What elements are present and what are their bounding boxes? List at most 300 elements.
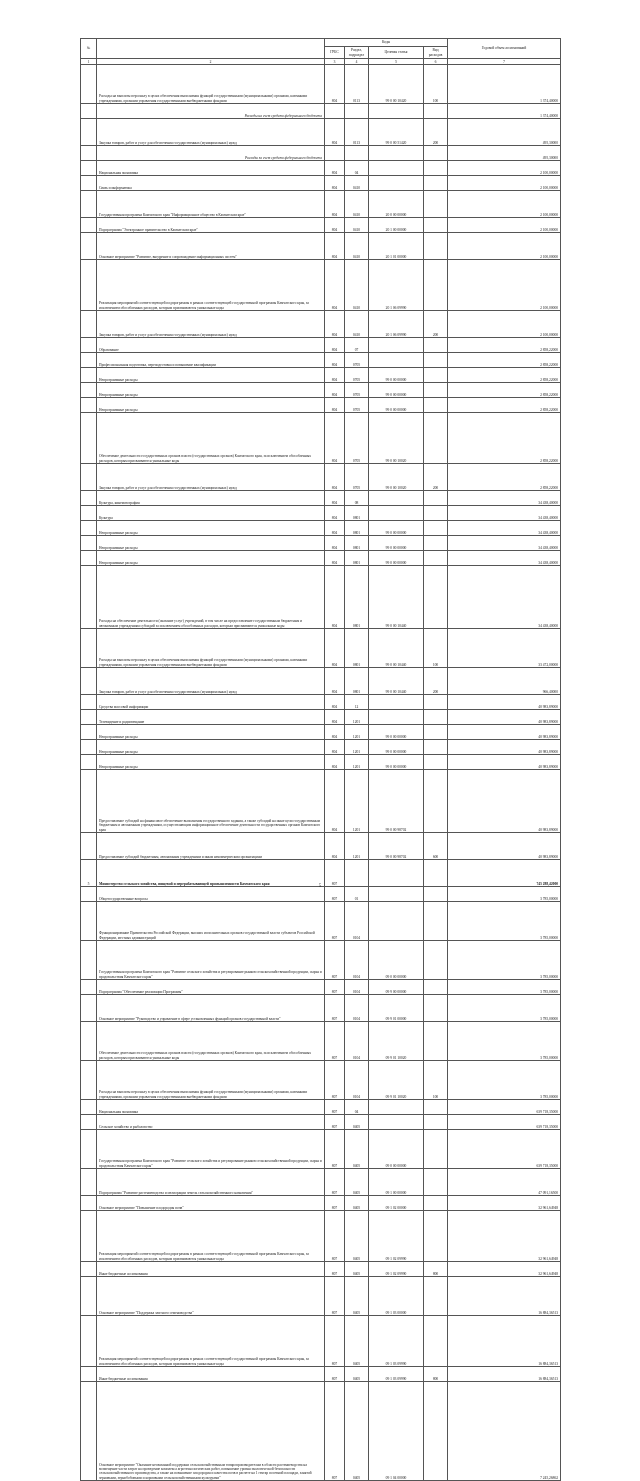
row-name: Закупка товаров, работ и услуг для обеспечения государственных (муниципальных) нужд bbox=[97, 668, 325, 695]
table-row bbox=[81, 995, 561, 1022]
row-name: Непрограммные расходы bbox=[97, 521, 325, 536]
row-vr bbox=[424, 941, 448, 980]
row-amount: 33 472,00000 bbox=[448, 629, 561, 668]
row-razdel: 1201 bbox=[345, 755, 369, 770]
row-number bbox=[81, 491, 97, 506]
row-razdel: 1201 bbox=[345, 710, 369, 725]
row-amount: 2 100,00000 bbox=[448, 233, 561, 260]
row-number bbox=[81, 1382, 97, 1481]
table-row bbox=[81, 1211, 561, 1262]
col-razdel-header: Раздел, подраздел bbox=[345, 47, 369, 59]
table-row bbox=[81, 740, 561, 755]
row-name: Закупка товаров, работ и услуг для обеспечения государственных (муниципальных) нужд bbox=[97, 119, 325, 146]
row-vr bbox=[424, 146, 448, 161]
table-row bbox=[81, 383, 561, 398]
row-name: Непрограммные расходы bbox=[97, 755, 325, 770]
row-csr bbox=[369, 104, 424, 119]
table-row bbox=[81, 161, 561, 176]
row-number bbox=[81, 1022, 97, 1061]
row-amount: 40 983,89000 bbox=[448, 770, 561, 833]
row-grbs: 804 bbox=[325, 191, 345, 218]
row-grbs: 804 bbox=[325, 833, 345, 860]
row-csr bbox=[369, 491, 424, 506]
row-csr: 99 0 00 00000 bbox=[369, 383, 424, 398]
row-amount: 2 858,22000 bbox=[448, 368, 561, 383]
table-row bbox=[81, 668, 561, 695]
row-razdel: 1201 bbox=[345, 725, 369, 740]
row-number bbox=[81, 740, 97, 755]
table-row bbox=[81, 464, 561, 491]
row-name: Телевидение и радиовещание bbox=[97, 710, 325, 725]
table-row bbox=[81, 833, 561, 860]
row-razdel: 0405 bbox=[345, 1115, 369, 1130]
table-row bbox=[81, 1100, 561, 1115]
table-row bbox=[81, 398, 561, 413]
row-number bbox=[81, 1169, 97, 1196]
row-amount: 639 718,35000 bbox=[448, 1100, 561, 1115]
row-grbs: 804 bbox=[325, 770, 345, 833]
table-row bbox=[81, 1169, 561, 1196]
row-name: Функционирование Правительства Российской Федерации, высших исполнительных органов государственной власти субъектов Российской Федерации, местных администраций bbox=[97, 902, 325, 941]
row-grbs: 807 bbox=[325, 902, 345, 941]
row-grbs: 804 bbox=[325, 740, 345, 755]
row-vr bbox=[424, 233, 448, 260]
row-grbs: 804 bbox=[325, 65, 345, 104]
row-vr bbox=[424, 413, 448, 464]
row-vr bbox=[424, 755, 448, 770]
row-csr: 99 0 00 00000 bbox=[369, 551, 424, 566]
row-number bbox=[81, 629, 97, 668]
row-number bbox=[81, 260, 97, 311]
row-vr bbox=[424, 1196, 448, 1211]
row-csr: 09 9 01 10020 bbox=[369, 1022, 424, 1061]
row-grbs: 807 bbox=[325, 1367, 345, 1382]
row-number bbox=[81, 311, 97, 338]
row-csr bbox=[369, 338, 424, 353]
row-amount: 34 438,40000 bbox=[448, 551, 561, 566]
row-csr: 99 0 00 10020 bbox=[369, 413, 424, 464]
row-vr bbox=[424, 104, 448, 119]
row-razdel bbox=[345, 104, 369, 119]
row-grbs: 804 bbox=[325, 551, 345, 566]
row-razdel: 1201 bbox=[345, 770, 369, 833]
row-grbs: 807 bbox=[325, 1100, 345, 1115]
row-amount: 2 858,22000 bbox=[448, 464, 561, 491]
row-vr bbox=[424, 353, 448, 368]
row-csr: 09 0 00 00000 bbox=[369, 1130, 424, 1169]
row-name: Государственная программа Камчатского края "Развитие сельского хозяйства и регулирование рынков сельскохозяйственной продукции, сырья и продовольствия Камчатского края" bbox=[97, 941, 325, 980]
row-grbs: 804 bbox=[325, 506, 345, 521]
row-razdel: 0705 bbox=[345, 464, 369, 491]
row-grbs: 804 bbox=[325, 383, 345, 398]
table-row bbox=[81, 1367, 561, 1382]
row-number bbox=[81, 1262, 97, 1277]
column-index: 5 bbox=[369, 59, 424, 65]
row-number bbox=[81, 1277, 97, 1316]
row-vr: 800 bbox=[424, 1262, 448, 1277]
row-name: Государственная программа Камчатского края "Информационное общество в Камчатском крае" bbox=[97, 191, 325, 218]
row-amount: 2 100,00000 bbox=[448, 311, 561, 338]
row-grbs: 804 bbox=[325, 521, 345, 536]
row-vr bbox=[424, 566, 448, 629]
page-number: 5 bbox=[318, 884, 322, 889]
row-csr: 99 0 00 10440 bbox=[369, 668, 424, 695]
row-number: 5 bbox=[81, 860, 97, 887]
row-grbs: 804 bbox=[325, 710, 345, 725]
row-csr: 09 1 02 09990 bbox=[369, 1211, 424, 1262]
row-number bbox=[81, 218, 97, 233]
table-row bbox=[81, 1382, 561, 1481]
row-vr bbox=[424, 695, 448, 710]
col-num-header: № bbox=[81, 39, 97, 59]
row-grbs: 807 bbox=[325, 887, 345, 902]
row-amount: 3 785,00000 bbox=[448, 887, 561, 902]
row-number bbox=[81, 161, 97, 176]
row-razdel: 0705 bbox=[345, 353, 369, 368]
budget-table bbox=[80, 38, 561, 1481]
row-razdel: 1201 bbox=[345, 833, 369, 860]
row-razdel: 0104 bbox=[345, 995, 369, 1022]
row-number bbox=[81, 1061, 97, 1100]
row-vr bbox=[424, 1115, 448, 1130]
row-csr: 99 0 00 10440 bbox=[369, 629, 424, 668]
table-row bbox=[81, 338, 561, 353]
row-csr: 09 0 00 00000 bbox=[369, 941, 424, 980]
row-razdel: 0405 bbox=[345, 1211, 369, 1262]
row-razdel: 0405 bbox=[345, 1130, 369, 1169]
row-razdel: 0801 bbox=[345, 566, 369, 629]
row-number bbox=[81, 551, 97, 566]
table-row bbox=[81, 65, 561, 104]
row-grbs: 807 bbox=[325, 1022, 345, 1061]
row-name: Реализация мероприятий соответствующей подпрограммы в рамках соответствующей государственной программы Камчатского края, за исключением обособленных расходов, которым присваиваются уникальные коды bbox=[97, 1316, 325, 1367]
row-razdel: 07 bbox=[345, 338, 369, 353]
row-vr bbox=[424, 740, 448, 755]
row-vr: 600 bbox=[424, 833, 448, 860]
row-grbs: 804 bbox=[325, 668, 345, 695]
row-name: Непрограммные расходы bbox=[97, 725, 325, 740]
row-csr: 99 0 00 00000 bbox=[369, 398, 424, 413]
table-row bbox=[81, 980, 561, 995]
row-csr bbox=[369, 506, 424, 521]
row-csr: 99 0 00 10420 bbox=[369, 65, 424, 104]
row-csr: 09 9 00 00000 bbox=[369, 980, 424, 995]
row-name: Образование bbox=[97, 338, 325, 353]
col-codes-header: Коды bbox=[325, 39, 448, 47]
row-number bbox=[81, 506, 97, 521]
row-razdel: 0801 bbox=[345, 629, 369, 668]
row-grbs: 804 bbox=[325, 368, 345, 383]
table-row bbox=[81, 695, 561, 710]
row-vr bbox=[424, 980, 448, 995]
row-vr bbox=[424, 770, 448, 833]
table-row bbox=[81, 233, 561, 260]
row-number bbox=[81, 1100, 97, 1115]
row-razdel: 0113 bbox=[345, 65, 369, 104]
row-csr: 09 1 00 00000 bbox=[369, 1169, 424, 1196]
row-name: Профессиональная подготовка, переподготовка и повышение квалификации bbox=[97, 353, 325, 368]
row-razdel: 1201 bbox=[345, 740, 369, 755]
row-number bbox=[81, 1316, 97, 1367]
col-name-header bbox=[97, 39, 325, 59]
row-razdel: 0113 bbox=[345, 119, 369, 146]
row-name: Непрограммные расходы bbox=[97, 368, 325, 383]
row-number bbox=[81, 695, 97, 710]
row-csr: 20 1 01 00000 bbox=[369, 233, 424, 260]
row-razdel: 0705 bbox=[345, 368, 369, 383]
row-amount: 40 983,89000 bbox=[448, 695, 561, 710]
row-vr: 200 bbox=[424, 119, 448, 146]
row-razdel: 0410 bbox=[345, 176, 369, 191]
row-amount: 16 884,36513 bbox=[448, 1316, 561, 1367]
row-name: Расходы на выплаты персоналу в целях обеспечения выполнения функций государственными (муниципальными) органами, казенными учреждениями, органами управления государственными внебюджетными фондами bbox=[97, 65, 325, 104]
table-row bbox=[81, 260, 561, 311]
row-grbs: 804 bbox=[325, 119, 345, 146]
row-vr bbox=[424, 1277, 448, 1316]
row-number bbox=[81, 536, 97, 551]
table-row bbox=[81, 146, 561, 161]
row-grbs: 804 bbox=[325, 725, 345, 740]
table-row bbox=[81, 191, 561, 218]
row-name: Расходы на выплаты персоналу в целях обеспечения выполнения функций государственными (муниципальными) органами, казенными учреждениями, органами управления государственными внебюджетными фондами bbox=[97, 1061, 325, 1100]
row-vr bbox=[424, 860, 448, 887]
row-csr: 99 0 00 98702 bbox=[369, 833, 424, 860]
row-amount: 34 438,40000 bbox=[448, 491, 561, 506]
row-vr bbox=[424, 191, 448, 218]
row-razdel: 0705 bbox=[345, 413, 369, 464]
row-razdel: 0405 bbox=[345, 1316, 369, 1367]
table-row bbox=[81, 536, 561, 551]
row-name: Расходы за счет средств федерального бюджета bbox=[97, 146, 325, 161]
row-name: Министерство сельского хозяйства, пищевой и перерабатывающей промышленности Камчатского края bbox=[97, 860, 325, 887]
row-amount: 2 858,22000 bbox=[448, 383, 561, 398]
row-vr bbox=[424, 1022, 448, 1061]
budget-table-sheet bbox=[80, 38, 560, 1481]
row-csr: 20 1 06 09990 bbox=[369, 260, 424, 311]
row-grbs: 804 bbox=[325, 260, 345, 311]
row-vr: 100 bbox=[424, 629, 448, 668]
row-vr bbox=[424, 1382, 448, 1481]
row-amount: 40 983,89000 bbox=[448, 740, 561, 755]
table-row bbox=[81, 491, 561, 506]
row-amount: 2 100,00000 bbox=[448, 260, 561, 311]
row-name: Обеспечение деятельности государственных органов власти (государственных органов) Камчатского края, за исключением обособленных расходов, которым присваиваются уникальные коды bbox=[97, 1022, 325, 1061]
row-name: Расходы на счет средств федерального бюджета bbox=[97, 104, 325, 119]
row-amount: 3 785,00000 bbox=[448, 980, 561, 995]
row-name: Культура, кинематография bbox=[97, 491, 325, 506]
row-razdel: 12 bbox=[345, 695, 369, 710]
row-csr: 09 9 01 10020 bbox=[369, 1061, 424, 1100]
row-amount: 32 961,64948 bbox=[448, 1196, 561, 1211]
row-csr: 99 0 00 51420 bbox=[369, 119, 424, 146]
row-amount: 639 718,35000 bbox=[448, 1130, 561, 1169]
row-grbs: 807 bbox=[325, 1061, 345, 1100]
row-grbs: 804 bbox=[325, 629, 345, 668]
row-vr bbox=[424, 551, 448, 566]
row-number bbox=[81, 521, 97, 536]
row-grbs: 804 bbox=[325, 338, 345, 353]
row-razdel: 0410 bbox=[345, 233, 369, 260]
row-number bbox=[81, 1367, 97, 1382]
row-amount: 3 785,00000 bbox=[448, 995, 561, 1022]
row-number bbox=[81, 995, 97, 1022]
row-amount: 7 245,26862 bbox=[448, 1382, 561, 1481]
row-number bbox=[81, 941, 97, 980]
row-vr: 100 bbox=[424, 65, 448, 104]
row-grbs: 804 bbox=[325, 398, 345, 413]
row-csr: 09 1 02 00000 bbox=[369, 1196, 424, 1211]
row-amount: 34 438,40000 bbox=[448, 536, 561, 551]
row-amount: 34 438,40000 bbox=[448, 566, 561, 629]
row-csr: 99 0 00 98702 bbox=[369, 770, 424, 833]
row-amount: 1 374,40000 bbox=[448, 104, 561, 119]
row-vr: 200 bbox=[424, 311, 448, 338]
row-grbs: 807 bbox=[325, 1277, 345, 1316]
row-number bbox=[81, 413, 97, 464]
table-row bbox=[81, 551, 561, 566]
row-number bbox=[81, 368, 97, 383]
row-vr bbox=[424, 398, 448, 413]
row-grbs: 804 bbox=[325, 161, 345, 176]
table-row bbox=[81, 104, 561, 119]
row-vr: 800 bbox=[424, 1367, 448, 1382]
row-amount: 2 100,00000 bbox=[448, 161, 561, 176]
row-number bbox=[81, 980, 97, 995]
table-row bbox=[81, 506, 561, 521]
row-grbs: 807 bbox=[325, 1169, 345, 1196]
column-index: 6 bbox=[424, 59, 448, 65]
row-razdel: 0801 bbox=[345, 536, 369, 551]
row-name: Реализация мероприятий соответствующей подпрограммы в рамках соответствующей государственной программы Камчатского края, за исключением обособленных расходов, которым присваиваются уникальные коды bbox=[97, 260, 325, 311]
row-number bbox=[81, 176, 97, 191]
row-number bbox=[81, 383, 97, 398]
row-csr: 20 1 06 09990 bbox=[369, 311, 424, 338]
row-csr bbox=[369, 902, 424, 941]
row-csr bbox=[369, 695, 424, 710]
row-csr: 99 0 00 00000 bbox=[369, 740, 424, 755]
row-razdel: 0104 bbox=[345, 980, 369, 995]
row-csr: 99 0 00 00000 bbox=[369, 536, 424, 551]
row-name: Закупка товаров, работ и услуг для обеспечения государственных (муниципальных) нужд bbox=[97, 311, 325, 338]
table-row bbox=[81, 1277, 561, 1316]
row-vr bbox=[424, 1316, 448, 1367]
row-vr: 100 bbox=[424, 1061, 448, 1100]
row-vr bbox=[424, 218, 448, 233]
row-csr bbox=[369, 353, 424, 368]
row-csr bbox=[369, 176, 424, 191]
table-row bbox=[81, 311, 561, 338]
row-csr: 99 0 00 10440 bbox=[369, 566, 424, 629]
row-name: Государственная программа Камчатского края "Развитие сельского хозяйства и регулирование рынков сельскохозяйственной продукции, сырья и продовольствия Камчатского края" bbox=[97, 1130, 325, 1169]
row-number bbox=[81, 710, 97, 725]
row-grbs: 804 bbox=[325, 755, 345, 770]
row-name: Непрограммные расходы bbox=[97, 551, 325, 566]
row-name: Иные бюджетные ассигнования bbox=[97, 1367, 325, 1382]
row-amount: 2 858,22000 bbox=[448, 398, 561, 413]
row-razdel: 01 bbox=[345, 887, 369, 902]
row-razdel: 0104 bbox=[345, 1022, 369, 1061]
row-vr bbox=[424, 338, 448, 353]
row-vr bbox=[424, 710, 448, 725]
row-amount: 1 374,40000 bbox=[448, 65, 561, 104]
row-razdel: 0410 bbox=[345, 218, 369, 233]
table-row bbox=[81, 413, 561, 464]
row-razdel bbox=[345, 860, 369, 887]
row-name: Общегосударственные вопросы bbox=[97, 887, 325, 902]
row-razdel: 0410 bbox=[345, 311, 369, 338]
row-number bbox=[81, 902, 97, 941]
row-name: Сельское хозяйство и рыболовство bbox=[97, 1115, 325, 1130]
row-amount: 32 961,64948 bbox=[448, 1262, 561, 1277]
row-razdel: 08 bbox=[345, 491, 369, 506]
row-vr bbox=[424, 902, 448, 941]
table-row bbox=[81, 941, 561, 980]
row-csr: 99 0 00 00000 bbox=[369, 725, 424, 740]
row-grbs: 807 bbox=[325, 941, 345, 980]
row-razdel bbox=[345, 146, 369, 161]
col-grbs-header: ГРБС bbox=[325, 47, 345, 59]
row-csr: 99 0 00 00000 bbox=[369, 368, 424, 383]
row-grbs: 807 bbox=[325, 980, 345, 995]
row-vr bbox=[424, 1211, 448, 1262]
row-vr bbox=[424, 1169, 448, 1196]
row-razdel: 0410 bbox=[345, 260, 369, 311]
row-grbs: 807 bbox=[325, 1130, 345, 1169]
row-amount: 966,40000 bbox=[448, 668, 561, 695]
row-number bbox=[81, 65, 97, 104]
row-csr: 20 0 00 00000 bbox=[369, 191, 424, 218]
row-name: Подпрограмма "Электронное правительство в Камчатском крае" bbox=[97, 218, 325, 233]
row-grbs: 807 bbox=[325, 1262, 345, 1277]
row-amount: 2 100,00000 bbox=[448, 176, 561, 191]
row-vr bbox=[424, 368, 448, 383]
row-name: Предоставление субсидий бюджетным, автономным учреждениям и иным некоммерческим организациям bbox=[97, 833, 325, 860]
row-name: Средства массовой информации bbox=[97, 695, 325, 710]
row-razdel: 0405 bbox=[345, 1262, 369, 1277]
row-vr: 200 bbox=[424, 668, 448, 695]
table-row bbox=[81, 368, 561, 383]
table-row bbox=[81, 1130, 561, 1169]
table-row bbox=[81, 629, 561, 668]
row-csr bbox=[369, 710, 424, 725]
row-grbs: 807 bbox=[325, 1316, 345, 1367]
row-amount: 34 438,40000 bbox=[448, 506, 561, 521]
row-razdel: 0405 bbox=[345, 1367, 369, 1382]
row-amount: 495,30000 bbox=[448, 119, 561, 146]
row-name: Национальная экономика bbox=[97, 1100, 325, 1115]
row-number bbox=[81, 398, 97, 413]
row-vr bbox=[424, 491, 448, 506]
column-index: 2 bbox=[97, 59, 325, 65]
row-razdel: 0104 bbox=[345, 902, 369, 941]
table-row bbox=[81, 770, 561, 833]
row-name: Национальная экономика bbox=[97, 161, 325, 176]
row-vr bbox=[424, 383, 448, 398]
row-name: Основное мероприятие "Руководство и управление в сфере установленных функций органов государственной власти" bbox=[97, 995, 325, 1022]
table-row bbox=[81, 119, 561, 146]
row-razdel: 04 bbox=[345, 161, 369, 176]
row-number bbox=[81, 725, 97, 740]
row-name: Подпрограмма "Развитие растениеводства и мелиорации земель сельскохозяйственного назначения" bbox=[97, 1169, 325, 1196]
row-csr: 99 0 00 00000 bbox=[369, 755, 424, 770]
row-csr: 09 9 01 00000 bbox=[369, 995, 424, 1022]
row-grbs: 807 bbox=[325, 1115, 345, 1130]
table-row bbox=[81, 902, 561, 941]
row-razdel: 0104 bbox=[345, 1061, 369, 1100]
row-name: Основное мероприятие "Оказание несвязанной поддержки сельскохозяйственным товаропроизводителям в области растениеводства на возмещение части затрат на проведение комплекса агротехнологических работ, повышение уровня экологической безопасности сельскохозяйственного производства, а также на повышение плодородия и качества почв в расчете на 1 гектар посевной площади, занятой зерновыми, зернобобовыми и кормовыми сельскохозяйственными культурами" bbox=[97, 1382, 325, 1481]
row-name: Иные бюджетные ассигнования bbox=[97, 1262, 325, 1277]
row-grbs: 804 bbox=[325, 176, 345, 191]
